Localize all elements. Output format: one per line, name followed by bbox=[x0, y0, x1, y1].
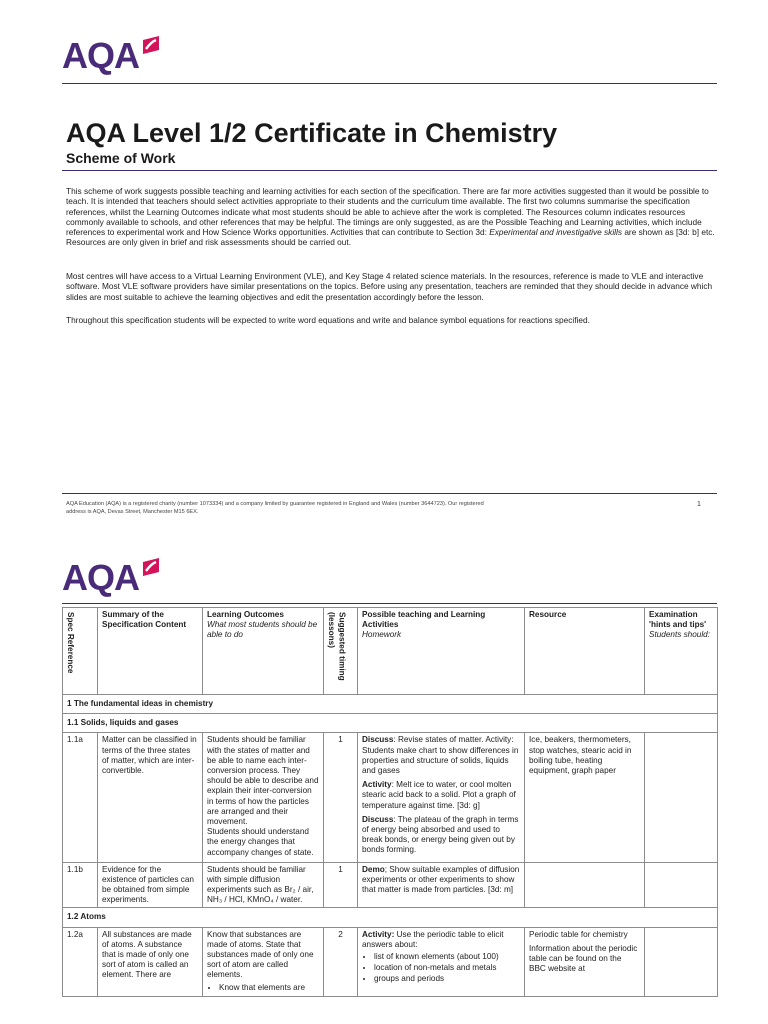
activities-cell: Activity: Use the periodic table to elicit answers about: • list of known elements (about 100) • location of non-metals and metals • groups and periods bbox=[358, 927, 525, 996]
aqa-logo bbox=[62, 36, 161, 74]
list-item: • groups and periods bbox=[374, 974, 520, 984]
exam-tips-cell bbox=[645, 862, 718, 908]
resource-cell: Periodic table for chemistry Information about the periodic table can be found on the BBC website at bbox=[525, 927, 645, 996]
timing-cell: 2 bbox=[324, 927, 358, 996]
subsection-heading-1-2: 1.2 Atoms bbox=[63, 908, 718, 927]
section-heading-row bbox=[63, 695, 718, 714]
resource-cell: Ice, beakers, thermometers, stop watches, stearic acid in boiling tube, heating equipment, graph paper bbox=[525, 733, 645, 862]
table-header-row bbox=[63, 608, 718, 695]
logo-text: AQA bbox=[62, 557, 139, 598]
page-subtitle: Scheme of Work bbox=[66, 150, 176, 166]
intro-p1-text-end: are shown as [3d: b] etc. Resources are only given in brief and risk assessments should be carried out. bbox=[66, 227, 715, 248]
logo-text: AQA bbox=[62, 35, 139, 76]
activities-cell: Demo; Show suitable examples of diffusion experiments or other experiments to show that matter is made from particles. [3d: m] bbox=[358, 862, 525, 908]
outcomes-cell: Know that substances are made of atoms. State that substances made of only one sort of atom are called elements. • Know that elements are bbox=[203, 927, 324, 996]
intro-paragraph-3: Throughout this specification students will be expected to write word equations and write and balance symbol equations for reactions specified. bbox=[66, 315, 590, 325]
outcomes-bullet-list bbox=[207, 983, 319, 993]
outcomes-cell: Students should be familiar with the states of matter and be able to name each inter-conversion process. They should be able to describe and explain their inter-conversion in terms of how the particles are arranged and their movement. Students should understand the energy changes that accompany changes of state. bbox=[203, 733, 324, 862]
activities-bullet-list bbox=[362, 952, 520, 985]
timing-cell: 1 bbox=[324, 733, 358, 862]
page-title: AQA Level 1/2 Certificate in Chemistry bbox=[66, 118, 558, 148]
intro-p1-italic: Experimental and investigative skills bbox=[489, 227, 623, 238]
list-item: • Know that elements are bbox=[219, 983, 319, 993]
activities-cell: Discuss: Revise states of matter. Activity: Students make chart to show differences in properties and structure of solids, liquids and gases Activity: Melt ice to water, or cool molten stearic acid back to a solid. Plot a graph of temperature against time. [3d: g] Discuss: The plateau of the graph in terms of energy being absorbed and used to break bonds, or energy being given out by bonds forming. bbox=[358, 733, 525, 862]
header-learning-outcomes: Learning Outcomes What most students should be able to do bbox=[203, 608, 324, 695]
footer-rule bbox=[62, 493, 717, 494]
table-row bbox=[63, 927, 718, 996]
spec-ref-cell: 1.2a bbox=[63, 927, 98, 996]
summary-cell: Evidence for the existence of particles can be obtained from simple experiments. bbox=[98, 862, 203, 908]
summary-cell: All substances are made of atoms. A substance that is made of only one sort of atom is called an element. There are bbox=[98, 927, 203, 996]
header-spec-reference: Spec Reference bbox=[63, 608, 98, 695]
exam-tips-cell bbox=[645, 733, 718, 862]
logo-mark-icon bbox=[141, 36, 161, 56]
header-rule bbox=[62, 83, 717, 84]
title-rule bbox=[62, 170, 717, 171]
outcomes-cell: Students should be familiar with simple diffusion experiments such as Br₂ / air, NH₃ / HCl, KMnO₄ / water. bbox=[203, 862, 324, 908]
spec-ref-cell: 1.1a bbox=[63, 733, 98, 862]
intro-paragraph-1 bbox=[66, 186, 716, 248]
exam-tips-cell bbox=[645, 927, 718, 996]
resource-cell bbox=[525, 862, 645, 908]
timing-cell: 1 bbox=[324, 862, 358, 908]
intro-p1-text: This scheme of work suggests possible teaching and learning activities for each section of the specification. There are far more activities suggested than it would be possible to teach. It is intended that teachers should select activities appropriate to their students and the curriculum time available. The first two columns summarise the specification references, whilst the Learning Outcomes indicate what most students should be able to achieve after the work is completed. The Resources column indicates resources commonly available to schools, and other references that may be helpful. The timings are only suggested, as are the Possible Teaching and Learning activities, which include references to experimental work and How Science Works opportunities. Activities that can contribute to Section 3d: bbox=[66, 186, 709, 238]
header-summary: Summary of the Specification Content bbox=[98, 608, 203, 695]
list-item: • location of non-metals and metals bbox=[374, 963, 520, 973]
subsection-heading-row bbox=[63, 908, 718, 927]
header-resource: Resource bbox=[525, 608, 645, 695]
list-item: • list of known elements (about 100) bbox=[374, 952, 520, 962]
subsection-heading-1-1: 1.1 Solids, liquids and gases bbox=[63, 714, 718, 733]
table-row bbox=[63, 733, 718, 862]
scheme-of-work-table bbox=[62, 607, 718, 997]
footer-legal: AQA Education (AQA) is a registered charity (number 1073334) and a company limited by guarantee registered in England and Wales (number 3644723). Our registered address is AQA, Devas Street, Manchester M15 6EX. bbox=[66, 501, 484, 515]
logo-mark-icon bbox=[141, 558, 161, 578]
section-heading-1: 1 The fundamental ideas in chemistry bbox=[63, 695, 718, 714]
header-suggested-timing: Suggested timing (lessons) bbox=[324, 608, 358, 695]
aqa-logo-page2 bbox=[62, 558, 161, 596]
subsection-heading-row bbox=[63, 714, 718, 733]
header-rule-page2 bbox=[62, 603, 717, 604]
spec-ref-cell: 1.1b bbox=[63, 862, 98, 908]
table-row bbox=[63, 862, 718, 908]
summary-cell: Matter can be classified in terms of the three states of matter, which are inter-convertible. bbox=[98, 733, 203, 862]
page-number: 1 bbox=[697, 501, 701, 508]
intro-paragraph-2: Most centres will have access to a Virtual Learning Environment (VLE), and Key Stage 4 related science materials. In the resources, reference is made to VLE and interactive software. Most VLE software providers have similar presentations on the topics. Before using any presentation, teachers are reminded that they should decide in advance which slides are most suitable to achieve the learning objectives and edit the presentation accordingly before the lesson. bbox=[66, 271, 713, 302]
header-activities: Possible teaching and Learning Activities Homework bbox=[358, 608, 525, 695]
header-examination-tips: Examination 'hints and tips' Students should: bbox=[645, 608, 718, 695]
